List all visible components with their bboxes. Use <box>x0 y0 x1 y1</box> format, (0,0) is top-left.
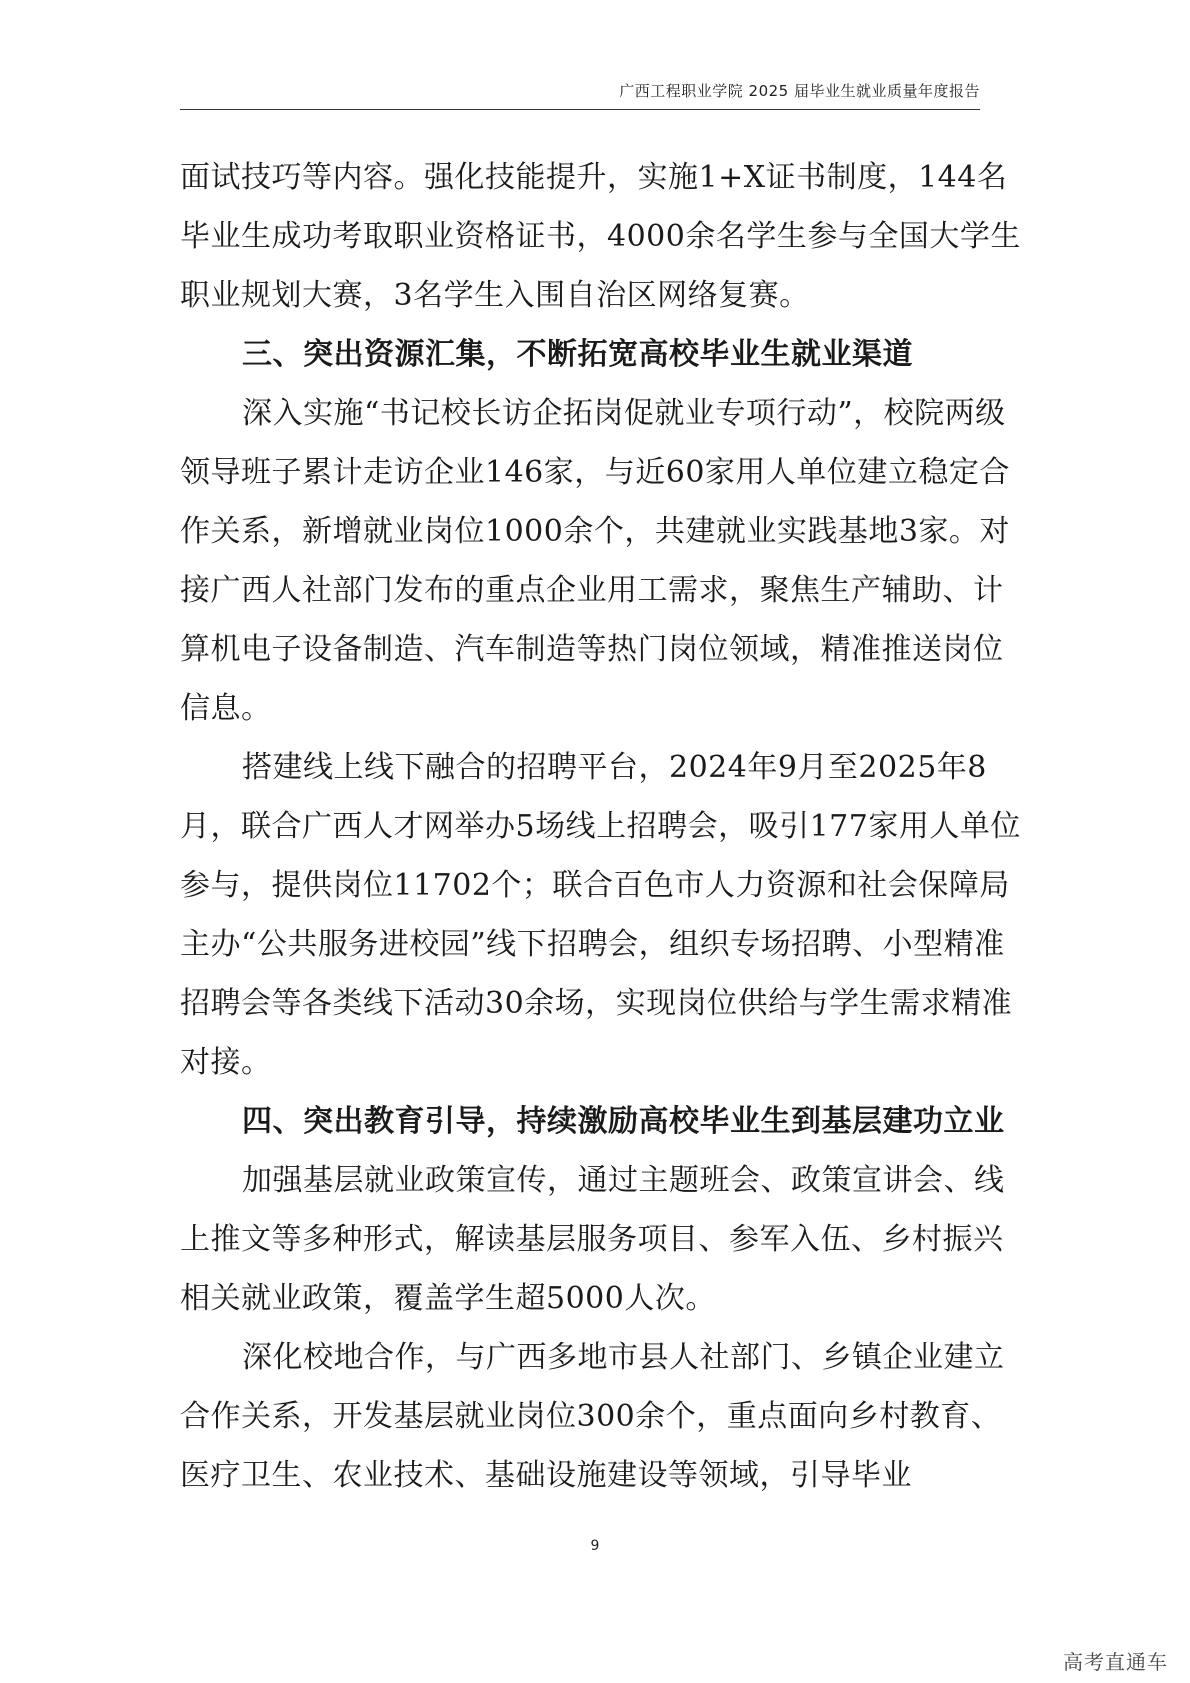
watermark-text: 高考直通车 <box>1063 1650 1168 1674</box>
section-heading-3: 三、突出资源汇集，不断拓宽高校毕业生就业渠道 <box>242 337 913 372</box>
page-number: 9 <box>590 1538 600 1554</box>
section-heading-4: 四、突出教育引导，持续激励高校毕业生到基层建功立业 <box>242 1104 1005 1139</box>
page-body <box>180 148 1025 1505</box>
header-divider <box>180 109 980 110</box>
paragraph-school-local-cooperation: 深化校地合作，与广西多地市县人社部门、乡镇企业建立合作关系，开发基层就业岗位300余个，重点面向乡村教育、医疗卫生、农业技术、基础设施建设等领域，引导毕业 <box>180 1340 1005 1493</box>
paragraph-recruitment-platform: 搭建线上线下融合的招聘平台，2024年9月至2025年8月，联合广西人才网举办5场线上招聘会，吸引177家用人单位参与，提供岗位11702个；联合百色市人力资源和社会保障局主办“公共服务进校园”线下招聘会，组织专场招聘、小型精准招聘会等各类线下活动30余场，实现岗位供给与学生需求精准对接。 <box>180 750 1021 1080</box>
paragraph-visit-enterprises: 深入实施“书记校长访企拓岗促就业专项行动”，校院两级领导班子累计走访企业146家，与近60家用人单位建立稳定合作关系，新增就业岗位1000余个，共建就业实践基地3家。对接广西人社部门发布的重点企业用工需求，聚焦生产辅助、计算机电子设备制造、汽车制造等热门岗位领域，精准推送岗位信息。 <box>180 396 1010 726</box>
paragraph-continuation: 面试技巧等内容。强化技能提升，实施1+X证书制度，144名毕业生成功考取职业资格证书，4000余名学生参与全国大学生职业规划大赛，3名学生入围自治区网络复赛。 <box>180 160 1021 313</box>
paragraph-policy-promotion: 加强基层就业政策宣传，通过主题班会、政策宣讲会、线上推文等多种形式，解读基层服务项目、参军入伍、乡村振兴相关就业政策，覆盖学生超5000人次。 <box>180 1163 1005 1316</box>
running-header: 广西工程职业学院 2025 届毕业生就业质量年度报告 <box>619 82 980 100</box>
